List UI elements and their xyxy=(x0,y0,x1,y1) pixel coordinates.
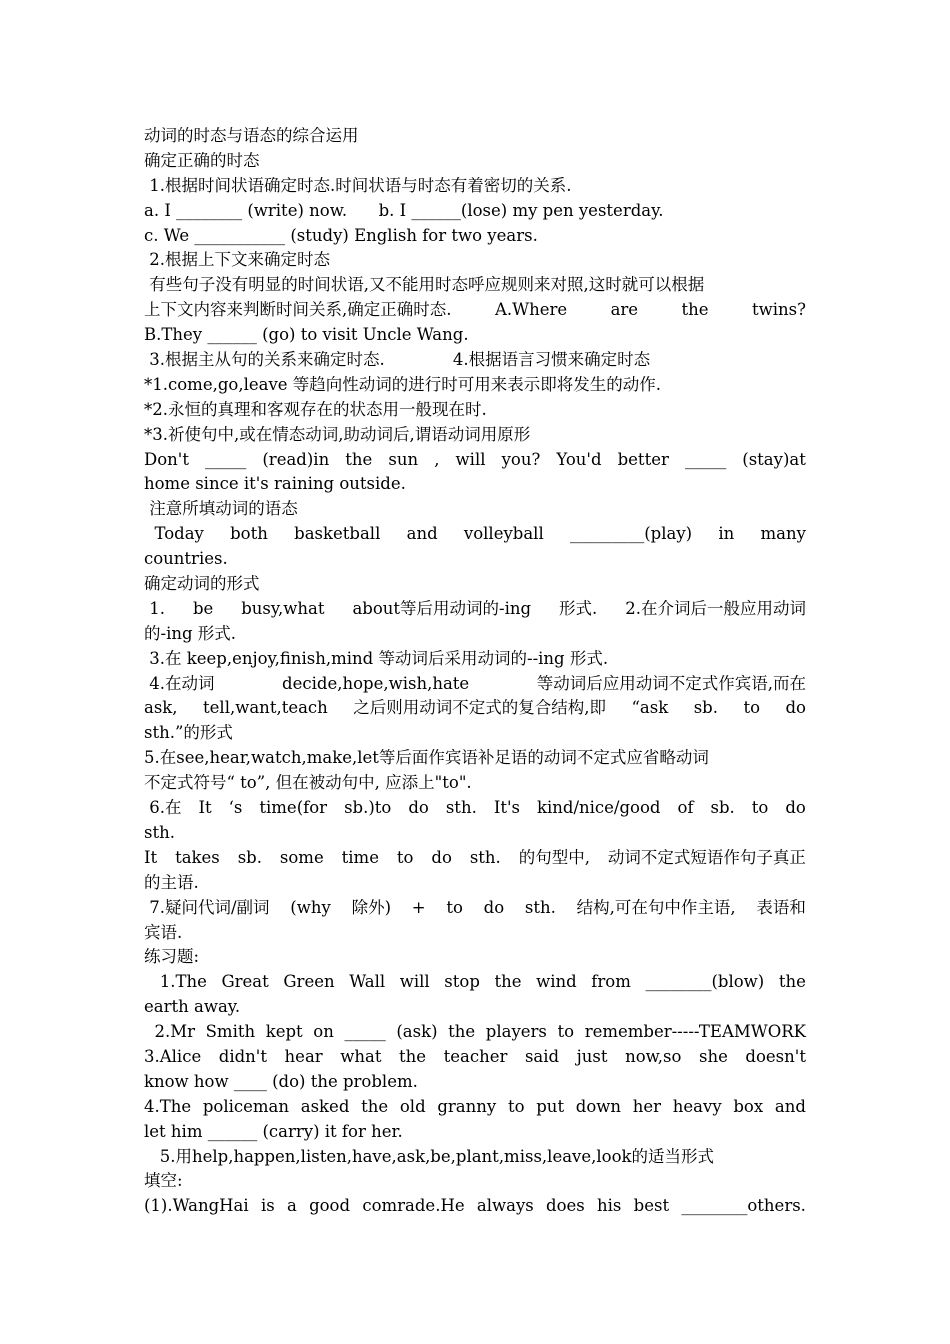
text-line: 动词的时态与语态的综合运用 xyxy=(144,126,359,145)
word: will xyxy=(399,972,430,992)
word: (stay)at xyxy=(742,449,806,469)
word: 5.用help,happen,listen,have,ask,be,plant,miss,leave,look的适当形式 xyxy=(144,1146,715,1166)
text-line: let him ______ (carry) it for her. xyxy=(144,1121,403,1141)
text-line: home since it's raining outside. xyxy=(144,474,406,494)
word: (1).WangHai xyxy=(144,1196,249,1216)
word: good xyxy=(309,1196,351,1216)
word: the xyxy=(681,300,709,320)
word: do xyxy=(483,897,505,917)
word: to xyxy=(751,798,769,818)
word: both xyxy=(230,524,268,544)
word: 之后则用动词不定式的复合结构,即 xyxy=(353,698,607,718)
word: (why xyxy=(290,897,331,917)
text-line: 不定式符号“ to”, 但在被动句中, 应添上"to". xyxy=(144,773,472,793)
word: are xyxy=(610,300,639,320)
word: volleyball xyxy=(463,524,544,544)
text-line xyxy=(144,1145,806,1170)
word: A.Where xyxy=(494,300,568,320)
word: best xyxy=(633,1196,670,1216)
word: put xyxy=(536,1096,565,1116)
text-line xyxy=(144,1045,806,1070)
word: to xyxy=(557,1022,575,1042)
word: Great xyxy=(221,972,269,992)
word: some xyxy=(279,847,324,867)
word: _________(play) xyxy=(570,524,693,544)
word: basketball xyxy=(294,524,381,544)
text-line xyxy=(144,298,806,323)
word: remember-----TEAMWORK xyxy=(584,1022,806,1042)
text-line: *1.come,go,leave 等趋向性动词的进行时可用来表示即将发生的动作. xyxy=(144,374,662,394)
word: takes xyxy=(175,847,220,867)
word: about等后用动词的-ing xyxy=(352,598,532,618)
word: sth. xyxy=(445,798,477,818)
word: always xyxy=(476,1196,534,1216)
word: to xyxy=(507,1096,525,1116)
word: heavy xyxy=(672,1096,722,1116)
word: 有些句子没有明显的时间状语,又不能用时态呼应规则来对照,这时就可以根据 xyxy=(144,275,705,295)
word: is xyxy=(260,1196,275,1216)
word: you? xyxy=(501,449,541,469)
word: Don't xyxy=(144,449,189,469)
word: It's xyxy=(493,798,520,818)
word: tell,want,teach xyxy=(203,698,328,718)
word: asked xyxy=(300,1096,350,1116)
word: _____ xyxy=(344,1022,386,1042)
word: in xyxy=(718,524,735,544)
word: 4.The xyxy=(144,1096,192,1116)
text-line xyxy=(144,1194,806,1219)
text-line: a. I ________ (write) now. b. I ______(lose) my pen yesterday. xyxy=(144,200,664,220)
text-line: 确定正确的时态 xyxy=(144,150,260,170)
word: to xyxy=(396,847,414,867)
word: 3.Alice xyxy=(144,1046,202,1066)
word: policeman xyxy=(202,1096,290,1116)
text-line xyxy=(144,448,806,473)
word: old xyxy=(399,1096,426,1116)
text-line xyxy=(144,796,806,821)
word: + xyxy=(411,897,426,917)
text-line xyxy=(144,846,806,871)
text-line xyxy=(144,1095,806,1120)
word: sun xyxy=(388,449,419,469)
text-line xyxy=(144,597,806,622)
text-line: countries. xyxy=(144,549,228,569)
text-line: 注意所填动词的语态 xyxy=(144,499,298,519)
word: players xyxy=(485,1022,547,1042)
word: twins? xyxy=(752,300,806,320)
word: hear xyxy=(284,1046,323,1066)
text-line: 的主语. xyxy=(144,872,199,892)
word: sb. xyxy=(693,698,718,718)
word: 等动词后应用动词不定式作宾语,而在 xyxy=(536,673,806,693)
word: just xyxy=(576,1046,608,1066)
word: “ask xyxy=(631,698,669,718)
word: Smith xyxy=(205,1022,256,1042)
text-line: 的-ing 形式. xyxy=(144,623,237,643)
word: stop xyxy=(444,972,480,992)
word: It xyxy=(198,798,212,818)
word: 上下文内容来判断时间关系,确定正确时态. xyxy=(144,300,452,320)
word: his xyxy=(597,1196,622,1216)
word: and xyxy=(406,524,438,544)
word: time(for xyxy=(259,798,328,818)
word: the xyxy=(494,972,522,992)
text-line xyxy=(144,696,806,721)
word: will xyxy=(455,449,486,469)
word: and xyxy=(774,1096,806,1116)
text-line xyxy=(144,1020,806,1045)
text-line: *3.祈使句中,或在情态动词,助动词后,谓语动词用原形 xyxy=(144,424,531,444)
word: Wall xyxy=(349,972,386,992)
word: teacher xyxy=(443,1046,508,1066)
word: _____ xyxy=(684,449,727,469)
word: to xyxy=(743,698,761,718)
word: time xyxy=(341,847,379,867)
word: sb.)to xyxy=(344,798,392,818)
word: comrade.He xyxy=(362,1196,465,1216)
word: of xyxy=(677,798,694,818)
text-line: 3.在 keep,enjoy,finish,mind 等动词后采用动词的--ing 形式. xyxy=(144,648,609,668)
word: 表语和 xyxy=(756,897,806,917)
text-line: 练习题: xyxy=(144,947,200,967)
word: 形式. xyxy=(559,598,598,618)
text-line: B.They ______ (go) to visit Uncle Wang. xyxy=(144,325,469,345)
word: many xyxy=(760,524,806,544)
word: 2.Mr xyxy=(144,1022,196,1042)
word: Green xyxy=(283,972,335,992)
word: You'd xyxy=(556,449,602,469)
text-line: know how ____ (do) the problem. xyxy=(144,1071,418,1091)
word: sb. xyxy=(237,847,262,867)
word: down xyxy=(575,1096,622,1116)
word: granny xyxy=(437,1096,497,1116)
word: 4.在动词 xyxy=(144,673,215,693)
text-line: earth away. xyxy=(144,997,241,1017)
word: 2.在介词后一般应用动词 xyxy=(625,598,806,618)
text-line xyxy=(144,672,806,697)
word: 动词不定式短语作句子真正 xyxy=(607,847,806,867)
word: do xyxy=(431,847,452,867)
word: sth. xyxy=(524,897,556,917)
text-line: c. We ___________ (study) English for two years. xyxy=(144,225,538,245)
word: decide,hope,wish,hate xyxy=(282,673,470,693)
word: be xyxy=(192,598,214,618)
text-line xyxy=(144,273,806,298)
word: ask, xyxy=(144,698,178,718)
word: do xyxy=(408,798,429,818)
text-line: 1.根据时间状语确定时态.时间状语与时态有着密切的关系. xyxy=(144,175,572,195)
word: 除外) xyxy=(351,897,391,917)
text-line xyxy=(144,896,806,921)
text-line: 3.根据主从句的关系来确定时态. 4.根据语言习惯来确定时态 xyxy=(144,350,651,370)
word: 5.在see,hear,watch,make,let等后面作宾语补足语的动词不定式应省略动词 xyxy=(144,748,709,768)
word: kind/nice/good xyxy=(536,798,661,818)
word: ‘s xyxy=(228,798,243,818)
word: ________others. xyxy=(681,1196,806,1216)
document-page xyxy=(144,124,806,1219)
word: didn't xyxy=(218,1046,267,1066)
word: do xyxy=(785,798,806,818)
word: on xyxy=(313,1022,334,1042)
word: 6.在 xyxy=(144,798,182,818)
word: (ask) xyxy=(396,1022,438,1042)
word: sb. xyxy=(710,798,735,818)
word: wind xyxy=(536,972,577,992)
text-line: sth. xyxy=(144,822,175,842)
word: kept xyxy=(265,1022,303,1042)
text-line: 宾语. xyxy=(144,922,183,942)
text-line: sth.”的形式 xyxy=(144,723,233,743)
word: the xyxy=(448,1022,476,1042)
word: _____ xyxy=(205,449,247,469)
word: better xyxy=(617,449,669,469)
text-line xyxy=(144,522,806,547)
word: do xyxy=(785,698,806,718)
text-line xyxy=(144,970,806,995)
word: sth. xyxy=(469,847,501,867)
word: the xyxy=(399,1046,427,1066)
word: busy,what xyxy=(241,598,325,618)
word: what xyxy=(340,1046,382,1066)
word: It xyxy=(144,847,158,867)
word: 的句型中, xyxy=(518,847,590,867)
word: box xyxy=(733,1096,764,1116)
text-line xyxy=(144,746,806,771)
word: 1. xyxy=(144,598,165,618)
word: Today xyxy=(144,524,204,544)
word: (read)in xyxy=(262,449,330,469)
word: the xyxy=(345,449,373,469)
word: the xyxy=(778,972,806,992)
word: does xyxy=(546,1196,585,1216)
text-line: *2.永恒的真理和客观存在的状态用一般现在时. xyxy=(144,399,487,419)
word: 1.The xyxy=(144,972,207,992)
text-line: 2.根据上下文来确定时态 xyxy=(144,250,330,270)
word: from xyxy=(591,972,631,992)
word: 结构,可在句中作主语, xyxy=(576,897,736,917)
word: ________(blow) xyxy=(645,972,765,992)
word: , xyxy=(434,449,440,469)
word: a xyxy=(286,1196,297,1216)
word: 7.疑问代词/副词 xyxy=(144,897,270,917)
word: to xyxy=(446,897,463,917)
word: her xyxy=(632,1096,662,1116)
word: doesn't xyxy=(745,1046,806,1066)
text-line: 填空: xyxy=(144,1171,183,1191)
word: said xyxy=(524,1046,560,1066)
word: she xyxy=(699,1046,728,1066)
text-line: 确定动词的形式 xyxy=(144,574,260,594)
word: now,so xyxy=(625,1046,682,1066)
word: the xyxy=(361,1096,389,1116)
